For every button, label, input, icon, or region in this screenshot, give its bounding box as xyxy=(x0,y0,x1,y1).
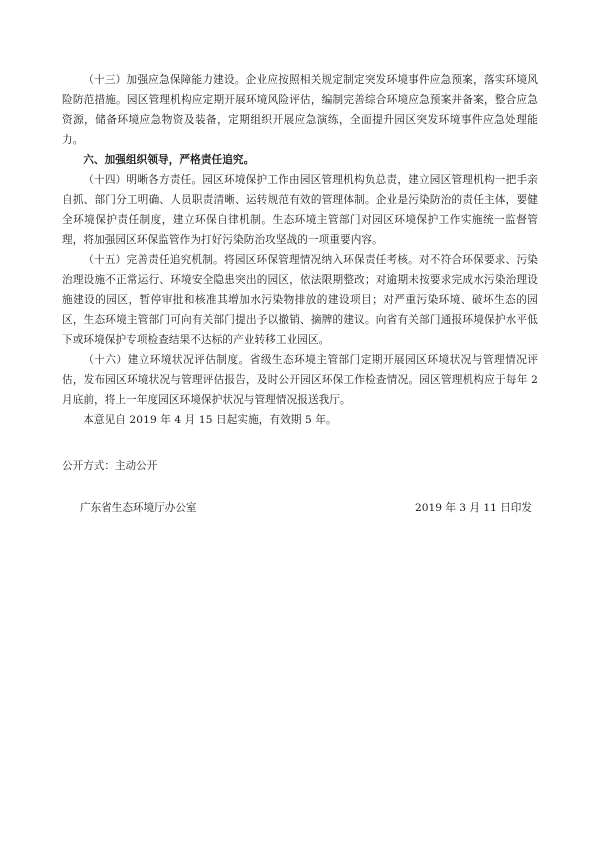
paragraph-responsibilities: （十四）明晰各方责任。园区环境保护工作由园区管理机构负总责，建立园区管理机构一把手亲自抓、部门分工明确、人员职责清晰、运转规范有效的管理体制。企业是污染防治的责任主体，要健全环境保护责任制度，建立环保自律机制。生态环境主管部门对园区环境保护工作实施统一监督管理，将加强园区环保监管作为打好污染防治攻坚战的一项重要内容。 xyxy=(62,174,538,246)
document-body xyxy=(62,70,538,430)
release-mode: 公开方式：主动公开 xyxy=(62,460,158,472)
paragraph-assessment: （十六）建立环境状况评估制度。省级生态环境主管部门定期开展园区环境状况与管理情况评估，发布园区环境状况与管理评估报告，及时公开园区环保工作检查情况。园区管理机构应于每年 2 月底前，将上一年度园区环境保护状况与管理情况报送我厅。 xyxy=(62,354,538,406)
paragraph-accountability: （十五）完善责任追究机制。将园区环保管理情况纳入环保责任考核。对不符合环保要求、污染治理设施不正常运行、环境安全隐患突出的园区，依法限期整改；对逾期未按要求完成水污染治理设施建设的园区，暂停审批和核准其增加水污染物排放的建设项目；对严重污染环境、破坏生态的园区，生态环境主管部门可向有关部门提出予以撤销、摘牌的建议。向省有关部门通报环境保护水平低下或环境保护专项检查结果不达标的产业转移工业园区。 xyxy=(62,254,538,346)
issue-date: 2019 年 3 月 11 日印发 xyxy=(415,502,532,514)
issuing-office: 广东省生态环境厅办公室 xyxy=(80,502,197,514)
paragraph-emergency-capacity: （十三）加强应急保障能力建设。企业应按照相关规定制定突发环境事件应急预案，落实环境风险防范措施。园区管理机构应定期开展环境风险评估，编制完善综合环境应急预案并备案，整合应急资源，储备环境应急物资及装备，定期组织开展应急演练，全面提升园区突发环境事件应急处理能力。 xyxy=(62,74,538,146)
paragraph-effective-date: 本意见自 2019 年 4 月 15 日起实施，有效期 5 年。 xyxy=(83,414,337,426)
section-heading-organization: 六、加强组织领导，严格责任追究。 xyxy=(83,154,255,166)
